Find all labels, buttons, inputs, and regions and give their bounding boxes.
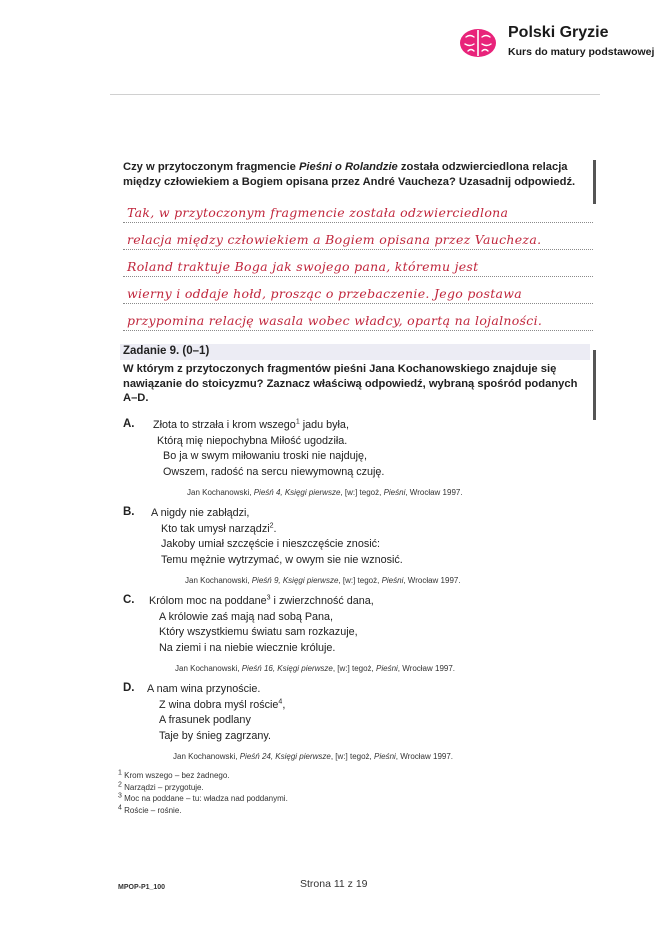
footnote-ref: 4 — [278, 697, 283, 705]
verse-line: Na ziemi i na niebie wiecznie króluje. — [159, 641, 336, 654]
src: Jan Kochanowski, — [173, 752, 240, 761]
verse-line: Którą mię niepochybna Miłość ugodziła. — [157, 434, 348, 447]
footnote-text: Moc na poddane – tu: władza nad poddanymi. — [121, 794, 288, 803]
src: Jan Kochanowski, — [175, 664, 242, 673]
source-citation — [187, 488, 463, 497]
src: Pieśń 4, Księgi pierwsze — [253, 488, 341, 497]
task-question: W którym z przytoczonych fragmentów pieśni Jana Kochanowskiego znajduje się nawiązanie do stoicyzmu? Zaznacz właściwą odpowiedź, wybraną spośród podanych A–D. — [123, 363, 578, 404]
handwritten-answer[interactable] — [123, 196, 593, 331]
footnote-ref: 2 — [269, 521, 274, 529]
src: Jan Kochanowski, — [187, 488, 254, 497]
verse-text: Złota to strzała i krom wszego — [153, 419, 296, 431]
src: Pieśń 24, Księgi pierwsze — [239, 752, 331, 761]
src: , Wrocław 1997. — [397, 664, 456, 673]
src: , Wrocław 1997. — [403, 576, 461, 585]
src: , [w:] tegoż, — [332, 664, 376, 673]
verse — [151, 506, 403, 568]
verse-text: . — [273, 522, 277, 535]
src: , Wrocław 1997. — [395, 752, 454, 761]
src: Pieśni — [383, 488, 406, 497]
footnote-ref: 1 — [295, 418, 300, 426]
option-letter: B. — [123, 506, 135, 518]
source-citation — [185, 576, 461, 585]
footnote-number: 3 — [118, 792, 122, 800]
footnotes — [118, 770, 288, 816]
footnote-number: 4 — [118, 803, 122, 811]
brand-subtitle: Kurs do matury podstawowej — [508, 46, 655, 58]
footnote-text: Narządzi – przygotuje. — [121, 782, 204, 792]
verse-line — [153, 418, 384, 434]
verse-text: Królom moc na poddane — [149, 595, 267, 607]
verse — [147, 682, 285, 744]
verse-text: , — [282, 698, 286, 711]
verse-line — [151, 522, 403, 538]
answer-line-text: relacja między człowiekiem a Bogiem opisana przez Vaucheza. — [127, 232, 542, 247]
option-letter: C. — [123, 594, 135, 606]
src: , [w:] tegoż, — [338, 576, 382, 585]
footnote-text: Roście – rośnie. — [121, 805, 182, 815]
brand-title: Polski Gryzie — [508, 24, 609, 41]
footnote-number: 1 — [118, 769, 122, 777]
question-italic-title: Pieśni o Rolandzie — [298, 161, 398, 173]
verse-line: Taje by śnieg zagrzany. — [159, 729, 272, 742]
verse-line — [149, 594, 374, 610]
margin-marker — [593, 350, 596, 420]
verse-text: i zwierzchność dana, — [270, 595, 374, 607]
task-title: Zadanie 9. (0–1) — [123, 345, 210, 357]
src: Pieśni — [381, 576, 404, 585]
answer-line-text: Roland traktuje Boga jak swojego pana, któremu jest — [127, 259, 479, 274]
answer-line — [123, 223, 593, 250]
answer-line — [123, 250, 593, 277]
footnote — [118, 805, 288, 817]
verse-line: Który wszystkiemu światu sam rozkazuje, — [159, 626, 358, 638]
answer-line — [123, 304, 593, 331]
verse-line: A frasunek podlany — [159, 714, 251, 726]
src: Jan Kochanowski, — [185, 576, 252, 585]
footnote-ref: 3 — [266, 594, 271, 602]
question-before: Czy w przytoczonym fragmencie — [123, 161, 299, 173]
source-citation — [173, 752, 453, 761]
verse-line: Bo ja w swym miłowaniu troski nie najduję, — [163, 450, 368, 462]
answer-line-text: Tak, w przytoczonym fragmencie została odzwierciedlona — [127, 205, 509, 220]
margin-marker — [593, 160, 596, 204]
src: Pieśń 16, Księgi pierwsze — [241, 664, 333, 673]
verse-line: A nam wina przynoście. — [147, 683, 261, 695]
src: , Wrocław 1997. — [405, 488, 463, 497]
verse-line: Owszem, radość na sercu niewymowną czuję. — [163, 465, 385, 478]
verse-line: A nigdy nie zabłądzi, — [151, 507, 250, 519]
footnote — [118, 770, 288, 782]
exam-code: MPOP-P1_100 — [118, 884, 166, 891]
brain-icon — [458, 26, 498, 60]
src: Pieśń 9, Księgi pierwsze — [251, 576, 339, 585]
option-letter: D. — [123, 682, 135, 694]
verse-line: A królowie zaś mają nad sobą Pana, — [159, 610, 334, 623]
footnote-number: 2 — [118, 780, 122, 788]
src: Pieśni — [374, 752, 396, 761]
answer-line — [123, 196, 593, 223]
answer-line-text: wierny i oddaje hołd, prosząc o przebaczenie. Jego postawa — [127, 286, 523, 301]
footnote-text: Krom wszego – bez żadnego. — [121, 771, 230, 780]
footnote — [118, 793, 288, 805]
verse-line — [147, 698, 285, 714]
verse — [149, 594, 374, 656]
answer-line — [123, 277, 593, 304]
question-text — [123, 160, 593, 190]
divider — [110, 94, 600, 95]
src: Pieśni — [376, 664, 398, 673]
verse — [153, 418, 384, 480]
src: , [w:] tegoż, — [340, 488, 384, 497]
src: , [w:] tegoż, — [330, 752, 374, 761]
option-letter: A. — [123, 418, 135, 430]
verse-text: Z wina dobra myśl roście — [159, 698, 279, 711]
question-after: została odzwierciedlona relacja między człowiekiem a Bogiem opisana przez André Vaucheza? Uzasadnij odpowiedź. — [123, 161, 576, 188]
verse-line: Temu mężnie wytrzymać, w owym sie nie wznosić. — [161, 553, 403, 566]
verse-line: Jakoby umiał szczęście i nieszczęście znosić: — [161, 538, 381, 550]
answer-line-text: przypomina relację wasala wobec władcy, opartą na lojalności. — [127, 313, 543, 328]
verse-text: Kto tak umysł narządzi — [161, 522, 270, 535]
source-citation — [175, 664, 455, 673]
brand-header — [458, 20, 658, 70]
page-number: Strona 11 z 19 — [300, 878, 368, 890]
footnote — [118, 782, 288, 794]
verse-text: jadu była, — [299, 419, 349, 431]
